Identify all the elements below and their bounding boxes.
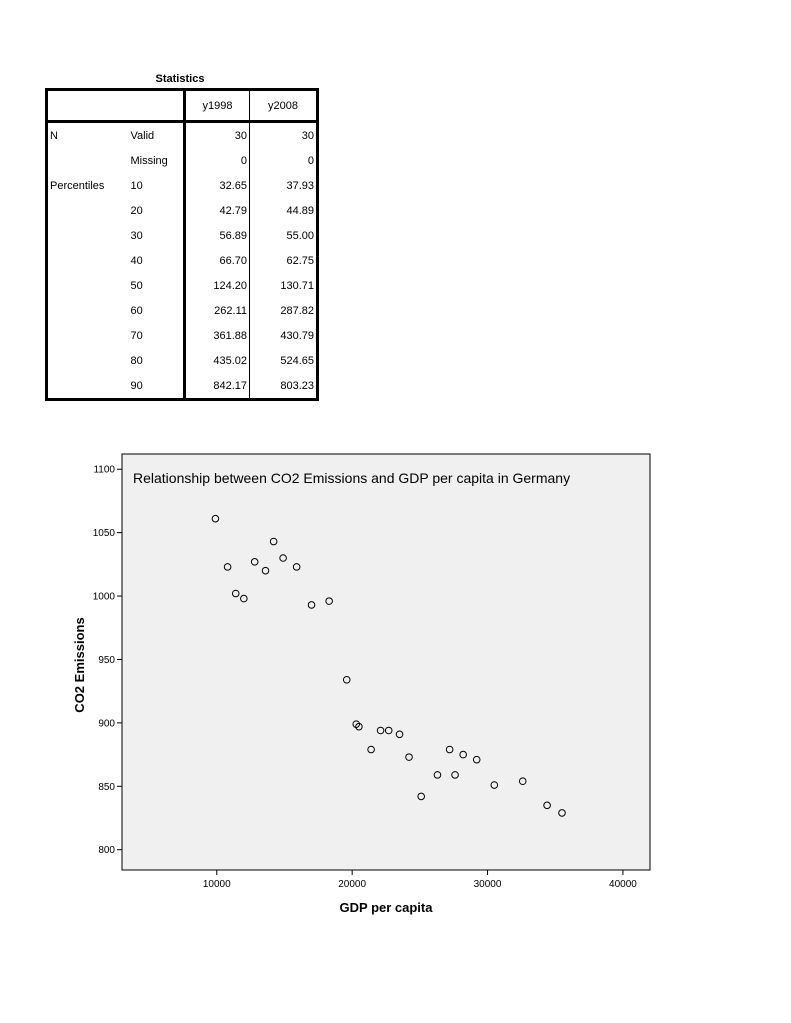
y-axis: [93, 465, 122, 856]
y-tick-label: 950: [98, 654, 115, 666]
table-cell: Missing: [130, 154, 168, 167]
statistics-table: [45, 88, 319, 401]
table-row: [47, 348, 318, 373]
table-cell: Valid: [130, 129, 155, 142]
table-cell: 10: [130, 179, 143, 192]
table-cell: [47, 373, 126, 400]
column-header: y2008: [250, 90, 318, 122]
table-cell: 130.71: [250, 273, 318, 298]
table-row: [47, 198, 318, 223]
table-cell: 262.11: [185, 298, 250, 323]
table-cell: 430.79: [250, 323, 318, 348]
y-axis-label: CO2 Emissions: [72, 617, 87, 713]
y-tick-label: 850: [98, 781, 115, 793]
table-cell: 124.20: [185, 273, 250, 298]
table-header-row: [47, 90, 318, 122]
plot-area: [122, 454, 650, 870]
scatter-chart: [0, 440, 791, 940]
x-tick-label: 20000: [338, 879, 367, 890]
table-cell: [47, 348, 126, 373]
table-cell: 55.00: [250, 223, 318, 248]
table-cell: 30: [185, 122, 250, 149]
table-cell: 287.82: [250, 298, 318, 323]
table-row: [47, 122, 318, 149]
table-cell: 56.89: [185, 223, 250, 248]
table-cell: [47, 223, 126, 248]
table-cell: 40: [130, 254, 143, 267]
column-header: y1998: [185, 90, 250, 122]
table-cell: [47, 298, 126, 323]
y-tick-label: 1100: [93, 464, 115, 476]
x-axis: [203, 870, 637, 890]
column-header: [47, 90, 126, 122]
y-tick-label: 1050: [92, 528, 115, 540]
table-cell: 90: [126, 373, 185, 400]
table-cell: 842.17: [185, 373, 250, 400]
x-tick-label: 40000: [609, 879, 637, 890]
table-cell: [47, 198, 126, 223]
table-cell: 0: [185, 148, 250, 173]
table-cell: 62.75: [250, 248, 318, 273]
table-cell: 44.89: [250, 198, 318, 223]
table-cell: 0: [250, 148, 318, 173]
table-cell: 361.88: [185, 323, 250, 348]
table-cell: 435.02: [185, 348, 250, 373]
table-cell: 20: [130, 204, 143, 217]
table-cell: [47, 273, 126, 298]
table-row: [47, 223, 318, 248]
x-tick-label: 30000: [473, 879, 502, 890]
table-cell: [47, 148, 126, 173]
chart-title: Relationship between CO2 Emissions and GDP per capita in Germany: [133, 470, 571, 486]
table-cell: 32.65: [185, 173, 250, 198]
table-cell: 37.93: [250, 173, 318, 198]
table-row: [47, 173, 318, 198]
table-cell: 524.65: [250, 348, 318, 373]
table-cell: [47, 248, 126, 273]
table-cell: 70: [130, 329, 143, 342]
x-axis-label: GDP per capita: [339, 900, 433, 915]
column-header: [126, 90, 185, 122]
table-row: [47, 248, 318, 273]
table-row: [47, 298, 318, 323]
x-tick-label: 10000: [202, 879, 231, 890]
table-row: [47, 373, 318, 400]
table-cell: 30: [250, 122, 318, 149]
table-cell: [47, 323, 126, 348]
table-cell: Percentiles: [47, 173, 126, 198]
table-cell: 66.70: [185, 248, 250, 273]
table-cell: 42.79: [185, 198, 250, 223]
table-cell: 803.23: [250, 373, 318, 400]
table-row: [47, 148, 318, 173]
table-row: [47, 323, 318, 348]
table-cell: 50: [130, 279, 143, 292]
table-cell: 60: [130, 304, 143, 317]
y-tick-label: 1000: [92, 591, 115, 603]
y-tick-label: 800: [98, 845, 115, 857]
table-cell: N: [47, 122, 126, 149]
y-tick-label: 900: [98, 718, 115, 730]
statistics-title: Statistics: [155, 73, 205, 85]
table-row: [47, 273, 318, 298]
table-cell: 80: [130, 354, 143, 367]
table-cell: 30: [130, 229, 143, 242]
